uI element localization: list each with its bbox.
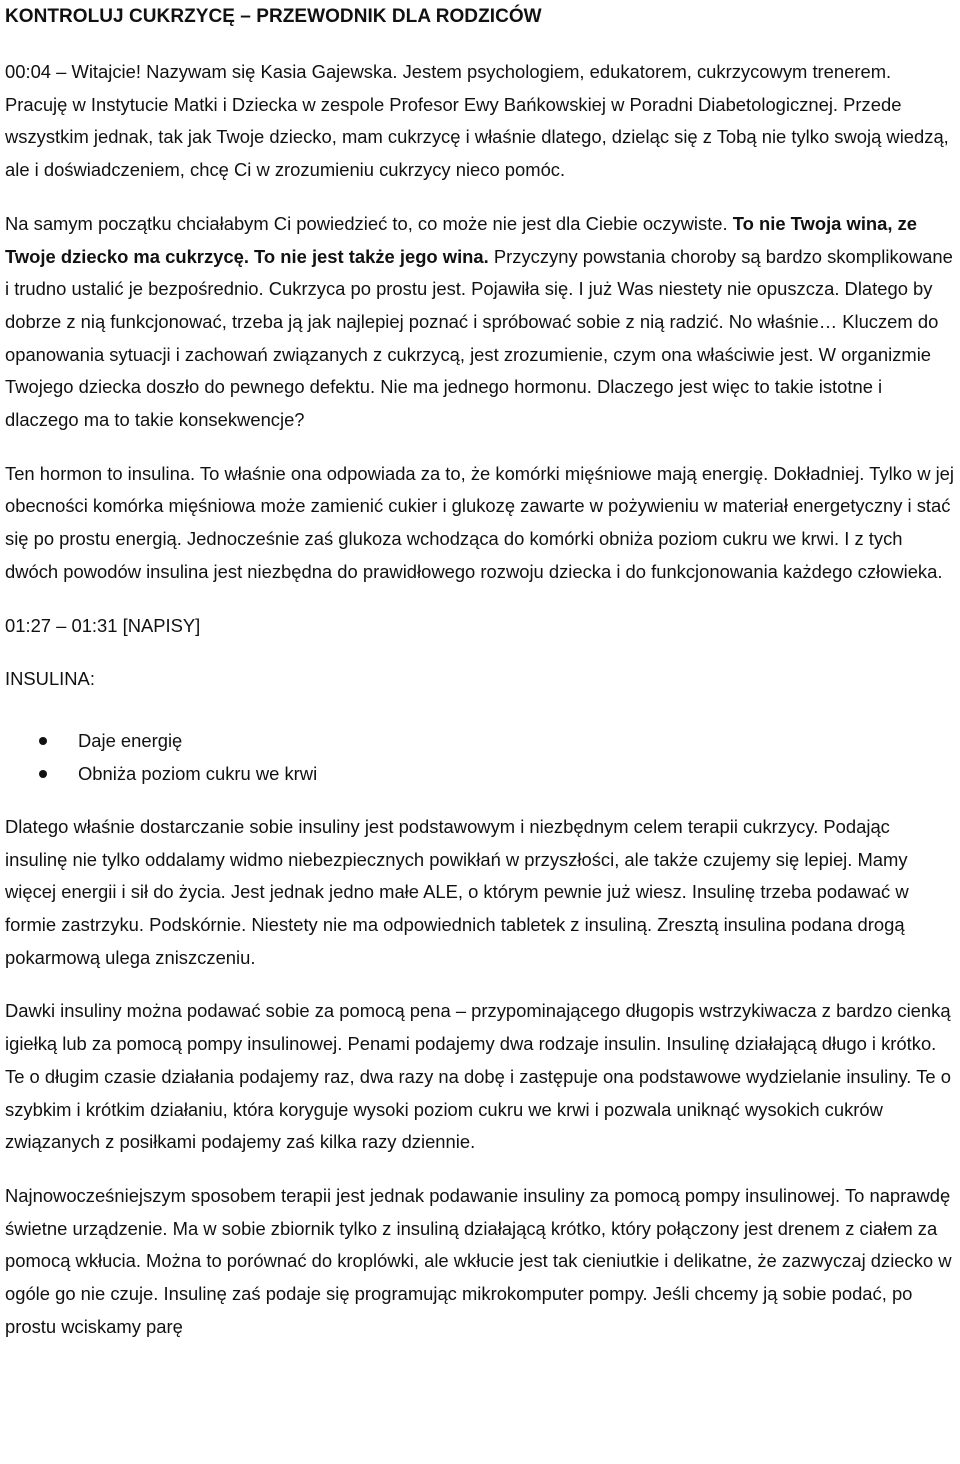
bullet-icon xyxy=(39,737,47,745)
paragraph-not-your-fault xyxy=(5,208,954,437)
spacer xyxy=(5,1159,954,1180)
spacer xyxy=(5,642,954,663)
list-item-text: Daje energię xyxy=(78,729,183,751)
list-item xyxy=(5,757,954,790)
insulin-label: INSULINA: xyxy=(5,668,95,690)
bold-statement: To nie Twoja wina, ze Twoje dziecko ma cukrzycę. To nie jest także jego wina. xyxy=(5,212,918,267)
paragraph-insulin-pump: Najnowocześniejszym sposobem terapii jest jednak podawanie insuliny za pomocą pompy insulinowej. To naprawdę świetne urządzenie. Ma w sobie zbiornik tylko z insuliną działającą krótko, który połączony jest drenem z ciałem za pomocą wkłucia. Można to porównać do kroplówki, ale wkłucie jest tak cieniutkie i delikatne, że zazwyczaj dziecko w ogóle go nie czuje. Insulinę zaś podaje się programując mikrokomputer pompy. Jeśli chcemy ją sobie podać, po prostu wciskamy parę xyxy=(5,1184,952,1337)
text-run: Na samym początku chciałabym Ci powiedzieć to, co może nie jest dla Ciebie oczywiste. xyxy=(5,212,733,234)
spacer xyxy=(5,437,954,458)
text-run: Przyczyny powstania choroby są bardzo skomplikowane i trudno ustalić je bezpośrednio. Cukrzyca po prostu jest. Pojawiła się. I już Was niestety nie opuszcza. Dlatego by dobrze z nią funkcjonować, trzeba ją jak najlepiej poznać i spróbować sobie z nią radzić. No właśnie… Kluczem do opanowania sytuacji i zachowań związanych z cukrzycą, jest zrozumienie, czym ona właściwie jest. W organizmie Twojego dziecka doszło do pewnego defektu. Nie ma jednego hormonu. Dlaczego jest więc to takie istotne i dlaczego ma to takie konsekwencje? xyxy=(5,245,953,431)
spacer xyxy=(5,790,954,811)
document-title: KONTROLUJ CUKRZYCĘ – PRZEWODNIK DLA RODZICÓW xyxy=(5,6,542,27)
timestamp-captions: 01:27 – 01:31 [NAPISY] xyxy=(5,614,201,636)
spacer xyxy=(5,589,954,610)
spacer xyxy=(5,187,954,208)
bullet-icon xyxy=(39,770,47,778)
list-item-text: Obniża poziom cukru we krwi xyxy=(78,762,318,784)
list-item xyxy=(5,724,954,757)
insulin-bullet-list xyxy=(5,724,954,790)
paragraph-insulin-hormon: Ten hormon to insulina. To właśnie ona odpowiada za to, że komórki mięśniowe mają energię. Dokładniej. Tylko w jej obecności komórka mięśniowa może zamienić cukier i glukozę zawarte w pożywieniu w materiał energetyczny i stać się po prostu energią. Jednocześnie zaś glukoza wchodząca do komórki obniża poziom cukru we krwi. I z tych dwóch powodów insulina jest niezbędna do prawidłowego rozwoju dziecka i do funkcjonowania każdego człowieka. xyxy=(5,462,954,582)
spacer xyxy=(5,696,954,724)
spacer xyxy=(5,31,954,56)
spacer xyxy=(5,974,954,995)
paragraph-pen-and-pump: Dawki insuliny można podawać sobie za pomocą pena – przypominającego długopis wstrzykiwacza z bardzo cienką igiełką lub za pomocą pompy insulinowej. Penami podajemy dwa rodzaje insulin. Insulinę działającą długo i krótko. Te o długim czasie działania podajemy raz, dwa razy na dobę i zastępuje ona podstawowe wydzielanie insuliny. Te o szybkim i krótkim działaniu, która koryguje wysoki poziom cukru we krwi i pozwala uniknąć wysokich cukrów związanych z posiłkami podajemy zaś kilka razy dziennie. xyxy=(5,1000,951,1153)
paragraph-therapy-goal: Dlatego właśnie dostarczanie sobie insuliny jest podstawowym i niezbędnym celem terapii cukrzycy. Podając insulinę nie tylko oddalamy widmo niebezpiecznych powikłań w przyszłości, ale także czujemy się lepiej. Mamy więcej energii i sił do życia. Jest jednak jedno małe ALE, o którym pewnie już wiesz. Insulinę trzeba podawać w formie zastrzyku. Podskórnie. Niestety nie ma odpowiednich tabletek z insuliną. Zresztą insulina podana drogą pokarmową ulega zniszczeniu. xyxy=(5,815,909,968)
paragraph-intro: 00:04 – Witajcie! Nazywam się Kasia Gajewska. Jestem psychologiem, edukatorem, cukrzycowym trenerem. Pracuję w Instytucie Matki i Dziecka w zespole Profesor Ewy Bańkowskiej w Poradni Diabetologicznej. Przede wszystkim jednak, tak jak Twoje dziecko, mam cukrzycę i właśnie dlatego, dzieląc się z Tobą nie tylko swoją wiedzą, ale i doświadczeniem, chcę Ci w zrozumieniu cukrzycy nieco pomóc. xyxy=(5,61,949,181)
